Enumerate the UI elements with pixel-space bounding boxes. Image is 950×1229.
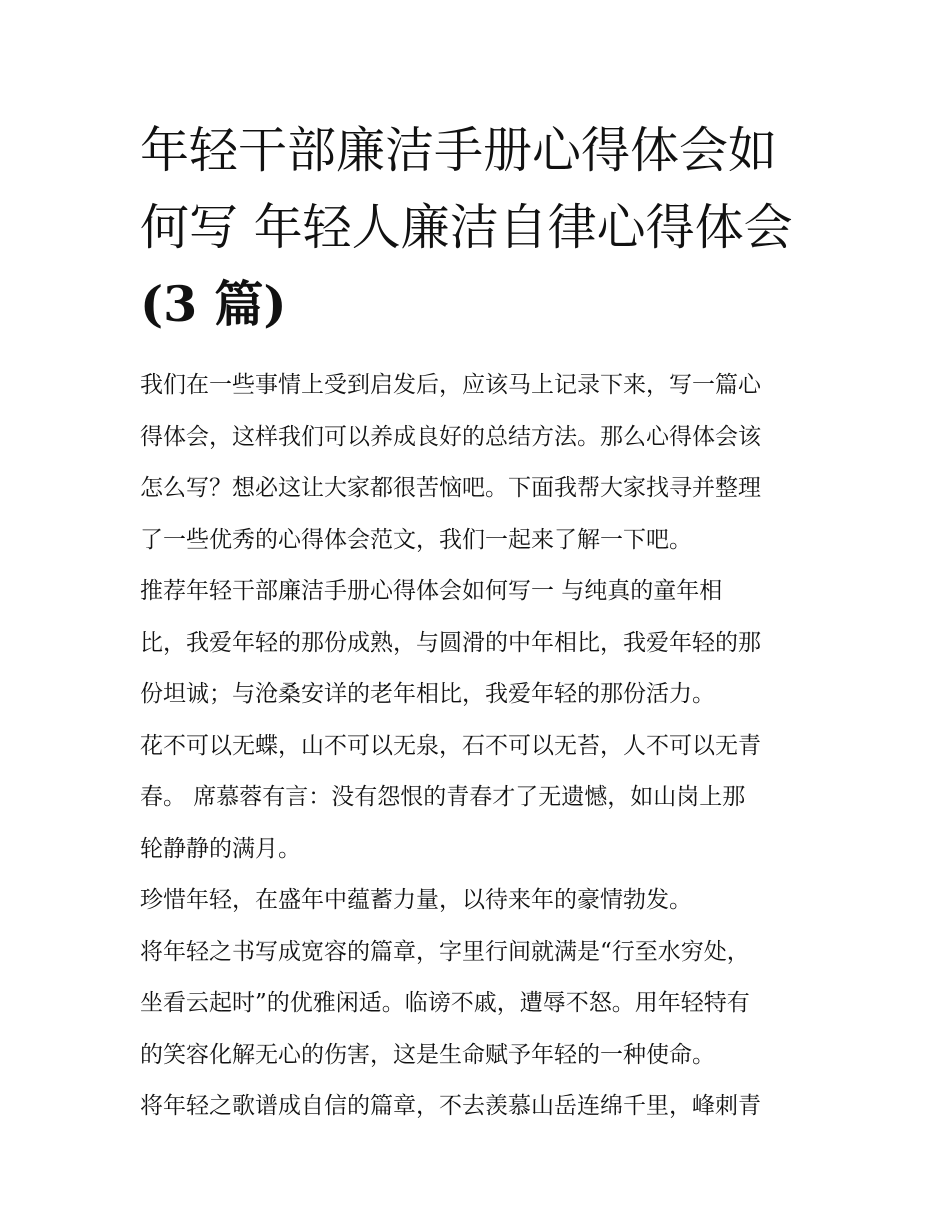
body-line: 轮静静的满月。 — [140, 835, 301, 862]
body-line: 份坦诚；与沧桑安详的老年相比，我爱年轻的那份活力。 — [140, 681, 715, 707]
title-line: (3 篇) — [140, 275, 287, 333]
body-line: 花不可以无蝶，山不可以无泉，石不可以无苔，人不可以无青 — [140, 732, 761, 759]
body-line: 了一些优秀的心得体会范文，我们一起来了解一下吧。 — [140, 526, 692, 553]
body-line: 怎么写？想必这让大家都很苦恼吧。下面我帮大家找寻并整理 — [140, 475, 761, 501]
body-line: 得体会，这样我们可以养成良好的总结方法。那么心得体会该 — [140, 423, 761, 450]
title-line: 何写 年轻人廉洁自律心得体会 — [140, 199, 793, 256]
title-line: 年轻干部廉洁手册心得体会如 — [140, 122, 778, 179]
body-line: 坐看云起时”的优雅闲适。临谤不戚，遭辱不怒。用年轻特有 — [140, 990, 750, 1016]
body-line: 我们在一些事情上受到启发后，应该马上记录下来，写一篇心 — [140, 372, 761, 398]
body-line: 推荐年轻干部廉洁手册心得体会如何写一 与纯真的童年相 — [140, 578, 723, 604]
document-body — [140, 360, 820, 1133]
body-line: 珍惜年轻，在盛年中蕴蓄力量，以待来年的豪情勃发。 — [140, 887, 692, 913]
body-line: 将年轻之歌谱成自信的篇章，不去羡慕山岳连绵千里，峰刺青 — [140, 1093, 761, 1119]
body-line: 的笑容化解无心的伤害，这是生命赋予年轻的一种使命。 — [140, 1041, 715, 1068]
document-title — [140, 112, 820, 343]
body-line: 将年轻之书写成宽容的篇章，字里行间就满是“行至水穷处， — [140, 938, 750, 965]
body-line: 比，我爱年轻的那份成熟，与圆滑的中年相比，我爱年轻的那 — [140, 629, 761, 656]
body-line: 春。 席慕蓉有言：没有怨恨的青春才了无遗憾，如山岗上那 — [140, 784, 746, 810]
